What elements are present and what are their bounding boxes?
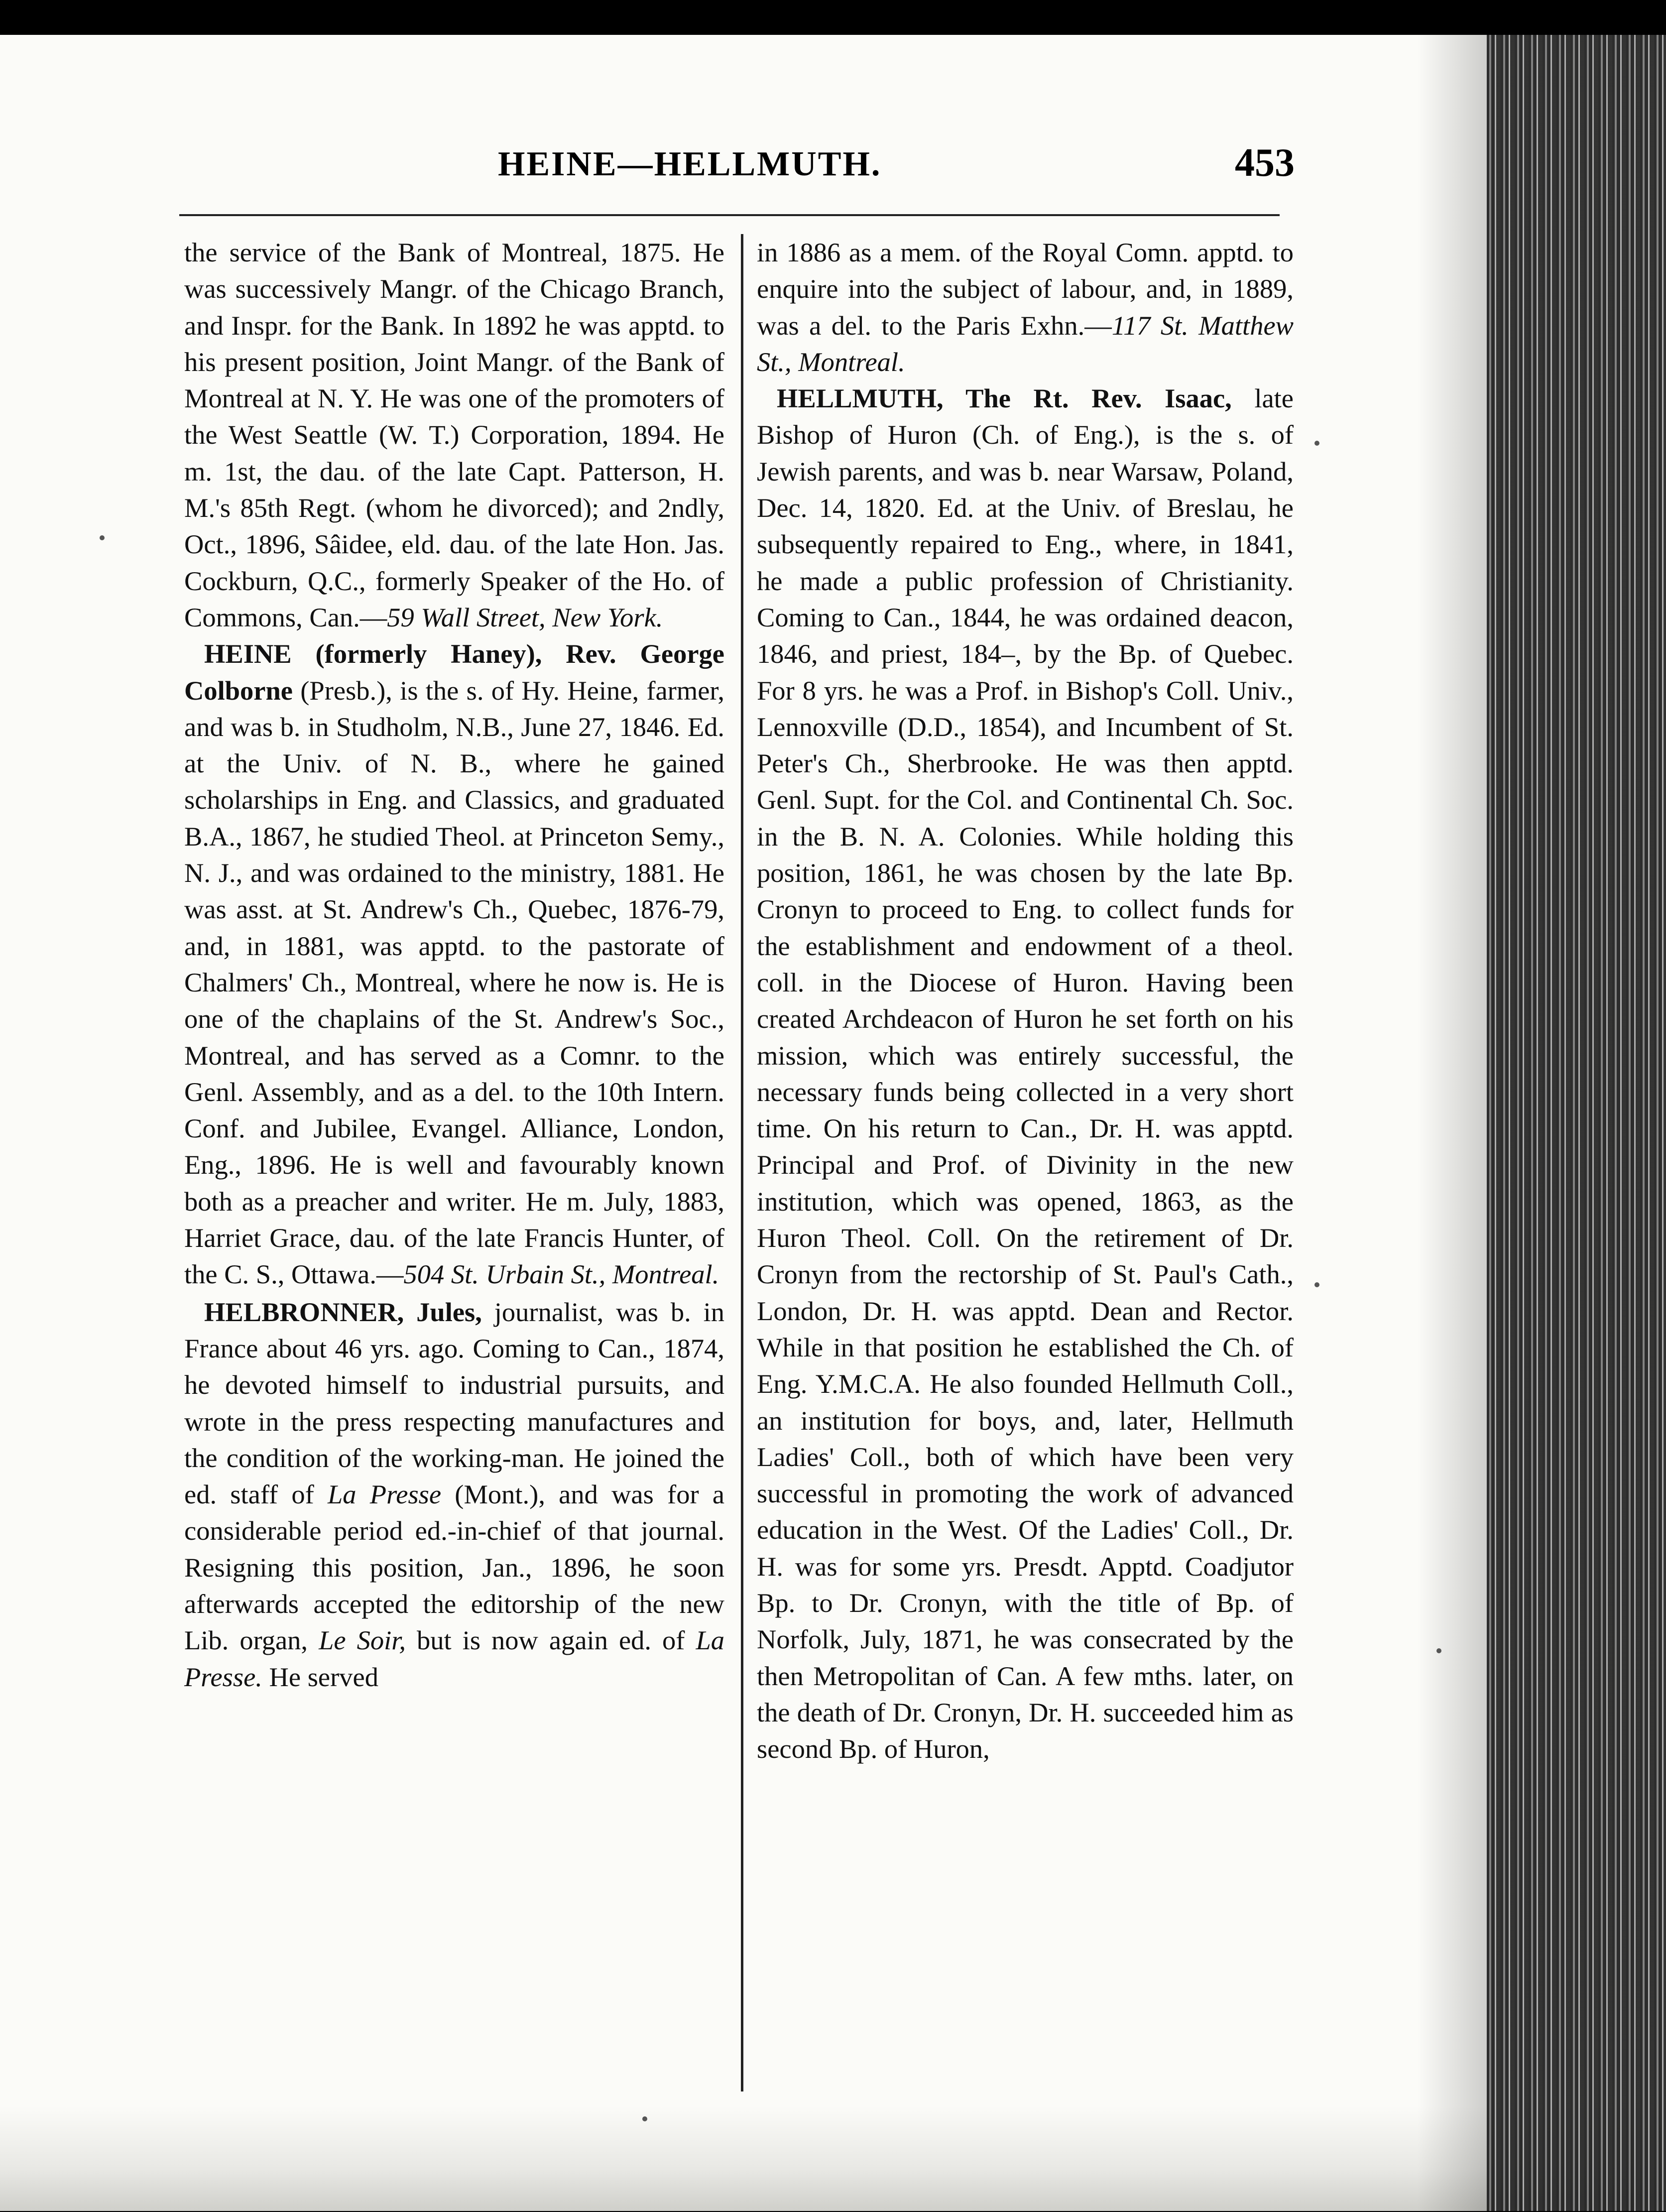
margin-mark bbox=[1436, 1648, 1441, 1653]
page-number: 453 bbox=[1235, 141, 1295, 185]
continued-entry-right-address: 117 St. Matthew St., Montreal. bbox=[757, 310, 1294, 377]
entry-helbronner-text-2: (Mont.), and was for a considerable period ed.-in-chief of that journal. Resigning this position, Jan., 1896, he soon afterwards accepted the editorship of the new Lib. organ, bbox=[184, 1479, 725, 1656]
newspaper-la-presse-2: La Presse. bbox=[184, 1625, 725, 1692]
book-binding bbox=[1487, 35, 1666, 2211]
entry-heine-name: HEINE (formerly Haney), Rev. George Colborne bbox=[184, 638, 724, 706]
continued-entry-text: the service of the Bank of Montreal, 1875. He was successively Mangr. of the Chicago Branch, and Inspr. for the Bank. In 1892 he was apptd. to his present position, Joint Mangr. of the Bank of Montreal at N. Y. He was one of the promoters of the West Seattle (W. T.) Corporation, 1894. He m. 1st, the dau. of the late Capt. Patterson, H. M.'s 85th Regt. (whom he divorced); and 2ndly, Oct., 1896, Sâidee, eld. dau. of the late Hon. Jas. Cockburn, Q.C., formerly Speaker of the Ho. of Commons, Can.— bbox=[184, 237, 724, 632]
entry-helbronner-name: HELBRONNER, Jules, bbox=[204, 1296, 482, 1327]
entry-hellmuth bbox=[757, 380, 1294, 1767]
entry-helbronner-text-3: but is now again ed. of bbox=[417, 1625, 685, 1656]
entry-hellmuth-text: late Bishop of Huron (Ch. of Eng.), is the s. of Jewish parents, and was b. near Warsaw, Poland, Dec. 14, 1820. Ed. at the Univ. of Breslau, he subsequently repaired to Eng., where, in 1841, he made a public profession of Christianity. Coming to Can., 1844, he was ordained deacon, 1846, and priest, 184–, by the Bp. of Quebec. For 8 yrs. he was a Prof. in Bishop's Coll. Univ., Lennoxville (D.D., 1854), and Incumbent of St. Peter's Ch., Sherbrooke. He was then apptd. Genl. Supt. for the Col. and Continental Ch. Soc. in the B. N. A. Colonies. While holding this position, 1861, he was chosen by the late Bp. Cronyn to proceed to Eng. to collect funds for the establishment and endowment of a theol. coll. in the Diocese of Huron. Having been created Archdeacon of Huron he set forth on his mission, which was entirely successful, the necessary funds being collected in a very short time. On his return to Can., Dr. H. was apptd. Principal and Prof. of Divinity in the new institution, which was opened, 1863, as the Huron Theol. Coll. On the retirement of Dr. Cronyn from the rectorship of St. Paul's Cath., London, Dr. H. was apptd. Dean and Rector. While in that position he established the Ch. of Eng. Y.M.C.A. He also founded Hellmuth Coll., an institution for boys, and, later, Hellmuth Ladies' Coll., both of which have been very successful in promoting the work of advanced education in the West. Of the Ladies' Coll., Dr. H. was for some yrs. Presdt. Apptd. Coadjutor Bp. to Dr. Cronyn, with the title of Bp. of Norfolk, July, 1871, he was consecrated by the then Metropolitan of Can. A few mths. later, on the death of Dr. Cronyn, Dr. H. succeeded him as second Bp. of Huron, bbox=[757, 383, 1294, 1764]
entry-heine-address: 504 St. Urbain St., Montreal. bbox=[403, 1259, 719, 1290]
running-title: HEINE—HELLMUTH. bbox=[498, 145, 882, 183]
newspaper-le-soir: Le Soir, bbox=[319, 1625, 406, 1656]
continued-entry-right-text: in 1886 as a mem. of the Royal Comn. apptd. to enquire into the subject of labour, and, in 1889, was a del. to the Paris Exhn.— bbox=[757, 237, 1294, 341]
left-column bbox=[184, 234, 724, 1695]
entry-heine-text: (Presb.), is the s. of Hy. Heine, farmer, and was b. in Studholm, N.B., June 27, 1846. Ed. at the Univ. of N. B., where he gained scholarships in Eng. and Classics, and graduated B.A., 1867, he studied Theol. at Princeton Semy., N. J., and was ordained to the ministry, 1881. He was asst. at St. Andrew's Ch., Quebec, 1876-79, and, in 1881, was apptd. to the pastorate of Chalmers' Ch., Montreal, where he now is. He is one of the chaplains of the St. Andrew's Soc., Montreal, and has served as a Comnr. to the Genl. Assembly, and as a del. to the 10th Intern. Conf. and Jubilee, Evangel. Alliance, London, Eng., 1896. He is well and favourably known both as a preacher and writer. He m. July, 1883, Harriet Grace, dau. of the late Francis Hunter, of the C. S., Ottawa.— bbox=[184, 675, 725, 1290]
entry-helbronner bbox=[184, 1294, 724, 1695]
entry-heine bbox=[184, 635, 724, 1292]
margin-mark bbox=[642, 2116, 647, 2121]
continued-entry-right bbox=[757, 234, 1294, 380]
margin-mark bbox=[1314, 1282, 1319, 1287]
continued-entry bbox=[184, 234, 724, 635]
margin-mark bbox=[1314, 441, 1319, 446]
page-header bbox=[179, 120, 1295, 185]
right-column bbox=[757, 234, 1294, 1767]
header-rule bbox=[179, 214, 1280, 216]
binding-shadow bbox=[1417, 35, 1487, 2211]
margin-mark bbox=[100, 535, 105, 540]
entry-hellmuth-name: HELLMUTH, The Rt. Rev. Isaac, bbox=[777, 383, 1232, 414]
continued-entry-address: 59 Wall Street, New York. bbox=[387, 602, 663, 632]
entry-helbronner-text-4: He served bbox=[269, 1661, 378, 1692]
page-edge-shadow bbox=[0, 2106, 1666, 2211]
column-divider bbox=[741, 234, 743, 2091]
newspaper-la-presse: La Presse bbox=[328, 1479, 442, 1510]
entry-helbronner-text-1: journalist, was b. in France about 46 yrs. ago. Coming to Can., 1874, he devoted himself to industrial pursuits, and wrote in the press respecting manufactures and the condition of the working-man. He joined the ed. staff of bbox=[184, 1296, 724, 1510]
